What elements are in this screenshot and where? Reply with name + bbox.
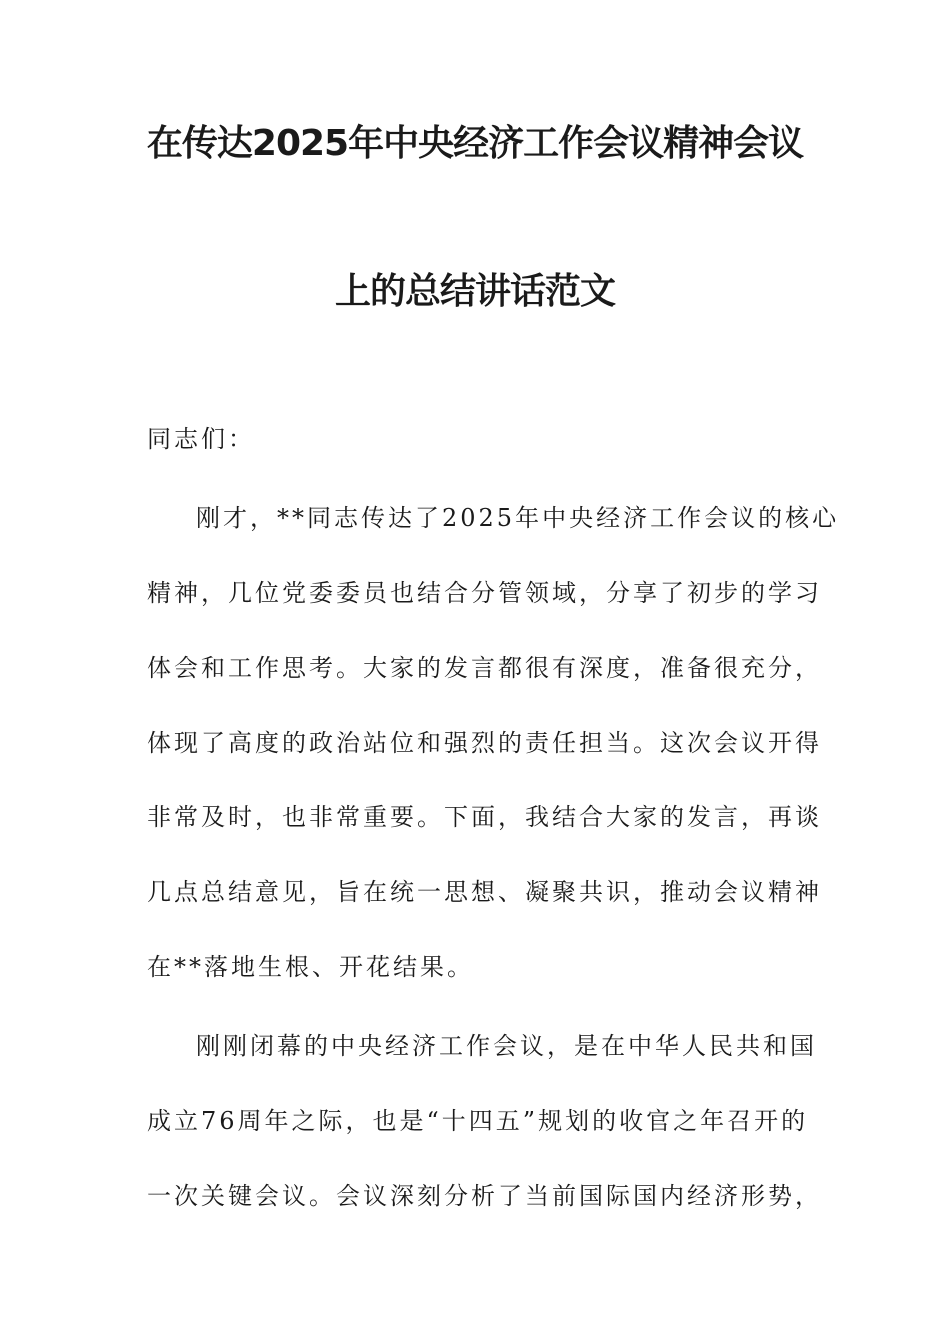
paragraph-2-line-3: 一次关键会议。会议深刻分析了当前国际国内经济形势， (147, 1182, 822, 1210)
paragraph-1-line-6: 几点总结意见，旨在统一思想、凝聚共识，推动会议精神 (147, 878, 822, 906)
paragraph-1-line-1: 刚才，**同志传达了2025年中央经济工作会议的核心 (196, 504, 840, 532)
document-title-line-2: 上的总结讲话范文 (334, 271, 615, 312)
paragraph-1-line-3: 体会和工作思考。大家的发言都很有深度，准备很充分， (147, 654, 822, 682)
paragraph-1-line-7: 在**落地生根、开花结果。 (147, 953, 474, 981)
paragraph-1-line-4: 体现了高度的政治站位和强烈的责任担当。这次会议开得 (147, 729, 822, 757)
paragraph-1-line-5: 非常及时，也非常重要。下面，我结合大家的发言，再谈 (147, 803, 822, 831)
document-title-line-1: 在传达2025年中央经济工作会议精神会议 (146, 123, 804, 164)
paragraph-1-line-2: 精神，几位党委委员也结合分管领域，分享了初步的学习 (147, 579, 822, 607)
salutation: 同志们： (147, 425, 255, 453)
paragraph-2-line-2: 成立76周年之际，也是“十四五”规划的收官之年召开的 (147, 1107, 809, 1135)
paragraph-2-line-1: 刚刚闭幕的中央经济工作会议，是在中华人民共和国 (196, 1032, 817, 1060)
